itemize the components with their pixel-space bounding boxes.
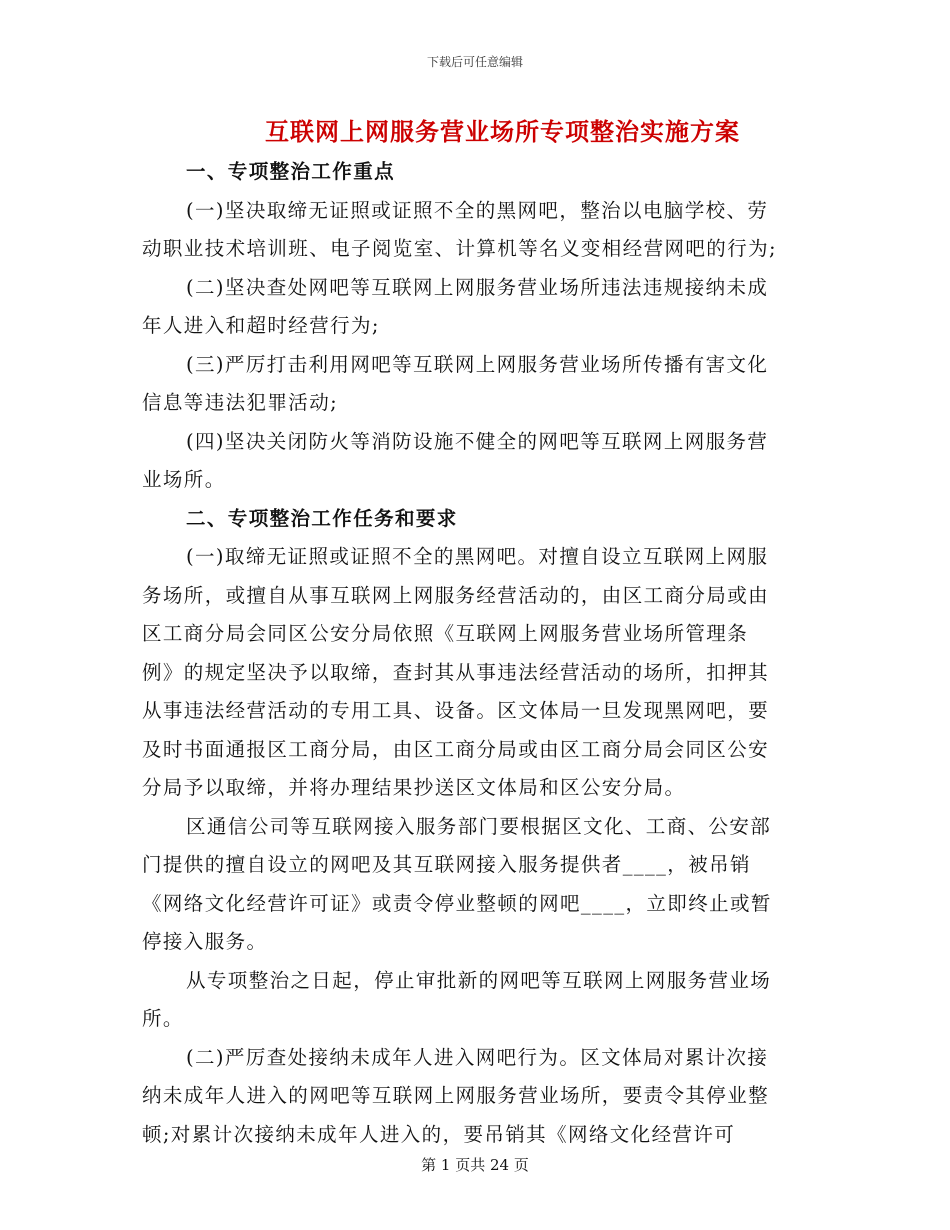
paragraph-line: (一)坚决取缔无证照或证照不全的黑网吧，整治以电脑学校、劳 [186, 198, 769, 222]
paragraph-line: 信息等违法犯罪活动; [142, 391, 339, 414]
paragraph-line: 从事违法经营活动的专用工具、设备。区文体局一旦发现黑网吧，要 [142, 699, 770, 722]
paragraph-line: 务场所，或擅自从事互联网上网服务经营活动的，由区工商分局或由 [142, 583, 770, 607]
document-title: 互联网上网服务营业场所专项整治实施方案 [265, 117, 740, 146]
paragraph-line: (二)坚决查处网吧等互联网上网服务营业场所违法违规接纳未成 [186, 275, 769, 299]
paragraph-line: 《网络文化经营许可证》或责令停业整顿的网吧____，立即终止或暂 [142, 891, 772, 915]
paragraph-line: 年人进入和超时经营行为; [142, 314, 380, 337]
paragraph-line: 分局予以取缔，并将办理结果抄送区文体局和区公安分局。 [142, 776, 686, 799]
paragraph-line: 区工商分局会同区公安分局依照《互联网上网服务营业场所管理条 [142, 622, 749, 645]
paragraph-line: 从专项整治之日起，停止审批新的网吧等互联网上网服务营业场 [186, 968, 772, 992]
paragraph-line: (一)取缔无证照或证照不全的黑网吧。对擅自设立互联网上网服 [186, 545, 769, 568]
paragraph-line: 业场所。 [142, 468, 226, 491]
paragraph-line: 及时书面通报区工商分局，由区工商分局或由区工商分局会同区公安 [142, 737, 770, 761]
paragraph-line: 门提供的擅自设立的网吧及其互联网接入服务提供者____，被吊销 [142, 853, 751, 876]
paragraph-line: 动职业技术培训班、电子阅览室、计算机等名义变相经营网吧的行为; [142, 237, 777, 260]
paragraph-line: 顿;对累计次接纳未成年人进入的，要吊销其《网络文化经营许可 [142, 1122, 736, 1146]
paragraph-line: 区通信公司等互联网接入服务部门要根据区文化、工商、公安部 [186, 814, 772, 838]
page-number: 第 1 页共 24 页 [421, 1156, 529, 1174]
section-heading-2: 二、专项整治工作任务和要求 [186, 506, 458, 530]
paragraph-line: (四)坚决关闭防火等消防设施不健全的网吧等互联网上网服务营 [186, 429, 769, 453]
paragraph-line: 例》的规定坚决予以取缔，查封其从事违法经营活动的场所，扣押其 [142, 660, 770, 684]
paragraph-line: (二)严厉查处接纳未成年人进入网吧行为。区文体局对累计次接 [186, 1045, 769, 1069]
paragraph-line: 纳未成年人进入的网吧等互联网上网服务营业场所，要责令其停业整 [142, 1084, 770, 1107]
document-body [142, 153, 802, 1154]
paragraph-line: 停接入服务。 [142, 930, 268, 953]
paragraph-line: 所。 [142, 1007, 184, 1030]
section-heading-1: 一、专项整治工作重点 [186, 160, 396, 183]
paragraph-line: (三)严厉打击利用网吧等互联网上网服务营业场所传播有害文化 [186, 352, 769, 376]
page-header-note: 下载后可任意编辑 [426, 55, 523, 69]
